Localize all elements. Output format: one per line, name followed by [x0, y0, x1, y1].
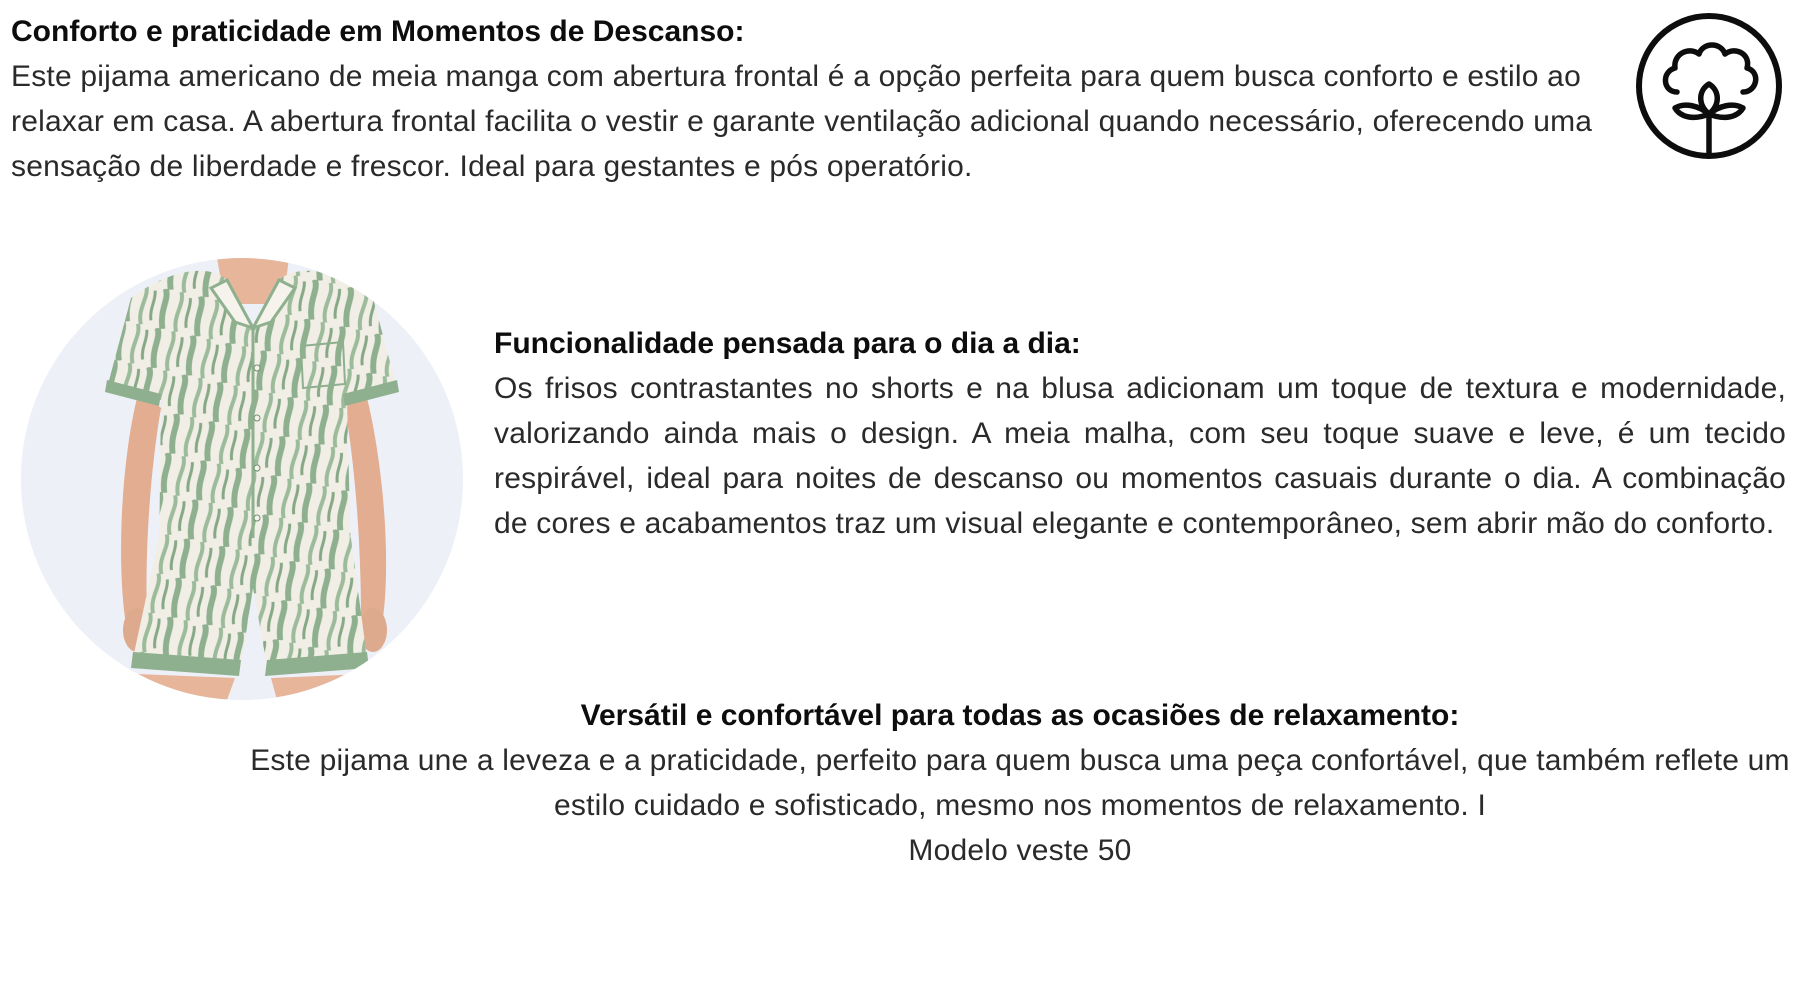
versatile-section	[240, 694, 1800, 873]
intro-body: Este pijama americano de meia manga com abertura frontal é a opção perfeita para quem busca conforto e estilo ao relaxar em casa. A abertura frontal facilita o vestir e garante ventilação adicional quando necessário, oferecendo uma sensação de liberdade e frescor. Ideal para gestantes e pós operatório.	[11, 60, 1593, 183]
function-title: Funcionalidade pensada para o dia a dia:	[494, 327, 1081, 360]
cotton-flower-icon	[1633, 10, 1785, 162]
versatile-title: Versátil e confortável para todas as ocasiões de relaxamento:	[580, 699, 1460, 732]
model-size-note: Modelo veste 50	[908, 834, 1132, 867]
product-photo	[21, 258, 463, 700]
function-section	[494, 322, 1786, 546]
versatile-body: Este pijama une a leveza e a praticidade, perfeito para quem busca uma peça confortável, que também reflete um estilo cuidado e sofisticado, mesmo nos momentos de relaxamento. I	[250, 744, 1790, 822]
intro-section	[11, 10, 1631, 189]
function-body: Os frisos contrastantes no shorts e na blusa adicionam um toque de textura e modernidade, valorizando ainda mais o design. A meia malha, com seu toque suave e leve, é um tecido respirável, ideal para noites de descanso ou momentos casuais durante o dia. A combinação de cores e acabamentos traz um visual elegante e contemporâneo, sem abrir mão do conforto.	[494, 372, 1786, 540]
intro-title: Conforto e praticidade em Momentos de Descanso:	[11, 15, 745, 48]
